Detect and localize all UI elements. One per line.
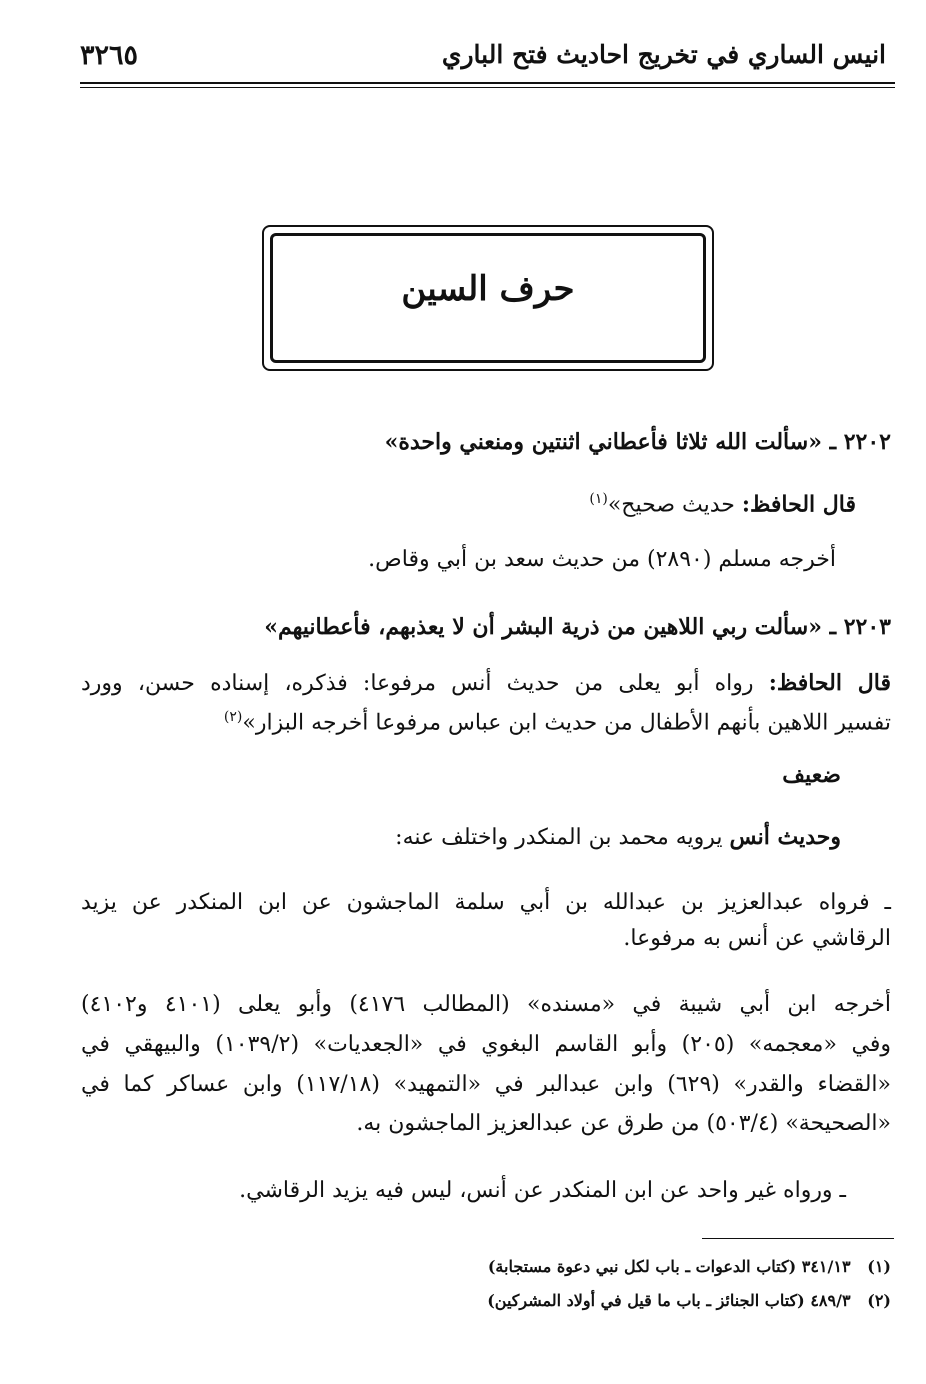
page-number: ٣٢٦٥ bbox=[80, 40, 139, 71]
takhrij-line-3: «القضاء والقدر» (٦٢٩) وابن عبدالبر في «التمهيد» (١١٧/١٨) وابن عساكر كما في bbox=[81, 1072, 891, 1097]
header-rule bbox=[80, 82, 895, 84]
takhrij-line-2: وفي «معجمه» (٢٠٥) وأبو القاسم البغوي في «الجعديات» (١٠٣٩/٢) والبيهقي في bbox=[81, 1032, 891, 1057]
hadith-2203-heading bbox=[81, 612, 891, 642]
footnote-marker: (١) bbox=[867, 1257, 891, 1276]
hafiz-text: رواه أبو يعلى من حديث أنس مرفوعا: فذكره، إسناده حسن، وورد bbox=[81, 671, 754, 696]
anas-intro bbox=[31, 822, 841, 853]
hadith-number: ٢٢٠٢ ـ bbox=[829, 429, 891, 455]
hafiz-statement-line-2 bbox=[81, 702, 891, 738]
hafiz-statement-line-1 bbox=[81, 668, 891, 699]
hafiz-text: حديث صحيح» bbox=[607, 492, 735, 518]
chapter-title: حرف السين bbox=[401, 269, 575, 309]
footnote-text: ٤٨٩/٣ (كتاب الجنائز ـ باب ما قيل في أولاد المشركين) bbox=[487, 1291, 851, 1310]
hadith-number: ٢٢٠٣ ـ bbox=[829, 614, 891, 640]
hadith-text: «سألت الله ثلاثا فأعطاني اثنتين ومنعني واحدة» bbox=[384, 429, 822, 455]
footnote-ref: (١) bbox=[589, 491, 608, 507]
takhrij-line-4: «الصحيحة» (٥٠٣/٤) من طرق عن عبدالعزيز الماجشون به. bbox=[356, 1111, 891, 1136]
footnote-rule bbox=[702, 1238, 894, 1239]
riwaya-1-line-1: ـ فرواه عبدالعزيز بن عبدالله بن أبي سلمة الماجشون عن ابن المنكدر عن يزيد bbox=[81, 890, 891, 915]
hadith-grade: ضعيف bbox=[782, 762, 841, 788]
takhrij-line-1: أخرجه ابن أبي شيبة في «مسنده» (المطالب ٤١٧٦) وأبو يعلى (٤١٠١ و٤١٠٢) bbox=[81, 992, 891, 1017]
hadith-2202-heading bbox=[81, 427, 891, 457]
hafiz-label: قال الحافظ: bbox=[741, 491, 856, 518]
hafiz-label: قال الحافظ: bbox=[768, 670, 891, 696]
riwaya-1-line-2: الرقاشي عن أنس به مرفوعا. bbox=[623, 926, 891, 951]
hafiz-statement bbox=[46, 484, 856, 520]
footnote-text: ٣٤١/١٣ (كتاب الدعوات ـ باب لكل نبي دعوة مستجابة) bbox=[487, 1257, 851, 1276]
footnote-1 bbox=[488, 1256, 891, 1278]
riwaya-2: ـ ورواه غير واحد عن ابن المنكدر عن أنس، ليس فيه يزيد الرقاشي. bbox=[239, 1178, 846, 1203]
anas-label: وحديث أنس bbox=[729, 824, 841, 850]
footnote-marker: (٢) bbox=[867, 1291, 891, 1310]
footnote-2 bbox=[487, 1290, 891, 1312]
footnote-ref: (٢) bbox=[223, 709, 243, 725]
anas-text: يرويه محمد بن المنكدر واختلف عنه: bbox=[395, 825, 723, 850]
running-title: انيس الساري في تخريج احاديث فتح الباري bbox=[441, 40, 886, 69]
hadith-text: «سألت ربي اللاهين من ذرية البشر أن لا يعذبهم، فأعطانيهم» bbox=[264, 614, 822, 640]
hafiz-text: تفسير اللاهين بأنهم الأطفال من حديث ابن عباس مرفوعا أخرجه البزار» bbox=[242, 710, 891, 736]
takhrij-paragraph: أخرجه مسلم (٢٨٩٠) من حديث سعد بن أبي وقاص. bbox=[368, 547, 836, 572]
chapter-frame bbox=[262, 225, 714, 371]
header-rule-thin bbox=[80, 87, 895, 88]
